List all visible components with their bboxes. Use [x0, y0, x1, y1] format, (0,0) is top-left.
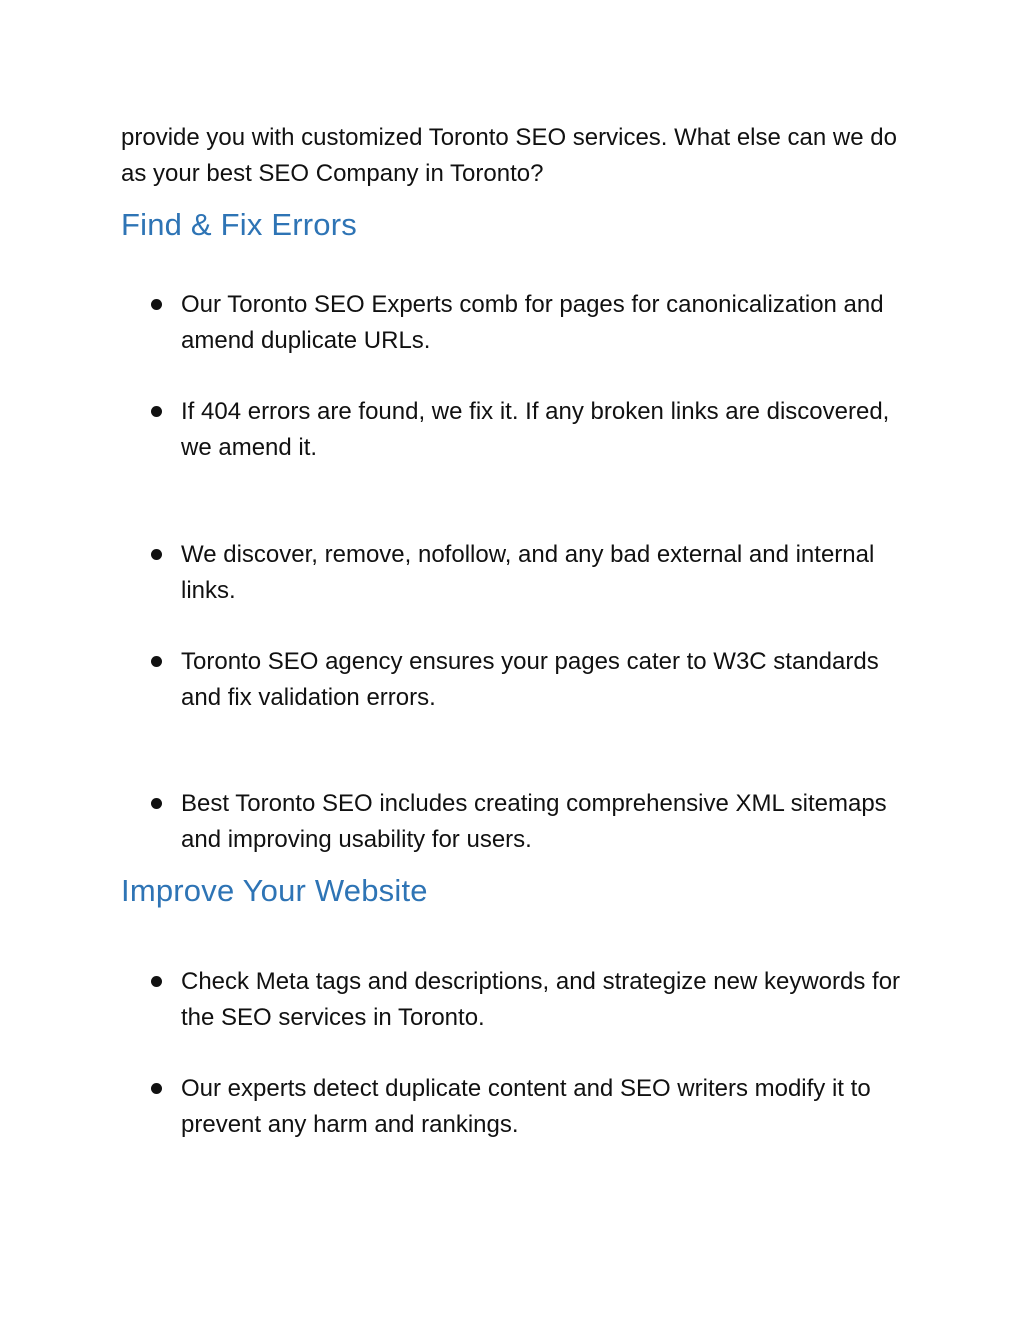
list-item-text: Best Toronto SEO includes creating comprehensive XML sitemaps and improving usability for users. [181, 790, 887, 853]
list-item [181, 287, 916, 358]
list-item-text: Our experts detect duplicate content and SEO writers modify it to prevent any harm and rankings. [181, 1075, 871, 1138]
list-item [181, 644, 916, 715]
bullet-icon [151, 299, 162, 310]
list-item [181, 537, 916, 608]
intro-paragraph: provide you with customized Toronto SEO services. What else can we do as your best SEO Company in Toronto? [121, 124, 897, 187]
bullet-icon [151, 976, 162, 987]
list-item-text: We discover, remove, nofollow, and any bad external and internal links. [181, 541, 875, 604]
list-item [181, 1071, 916, 1142]
bullet-icon [151, 406, 162, 417]
bullet-icon [151, 798, 162, 809]
list-item-text: Our Toronto SEO Experts comb for pages for canonicalization and amend duplicate URLs. [181, 291, 884, 354]
bullet-icon [151, 549, 162, 560]
section-heading-improve-your-website: Improve Your Website [121, 873, 428, 908]
list-item [181, 964, 916, 1035]
list-item-text: Check Meta tags and descriptions, and strategize new keywords for the SEO services in Toronto. [181, 968, 901, 1031]
bullet-icon [151, 656, 162, 667]
list-item-text: Toronto SEO agency ensures your pages cater to W3C standards and fix validation errors. [181, 648, 879, 711]
bullet-icon [151, 1083, 162, 1094]
section-heading-find-fix-errors: Find & Fix Errors [121, 207, 357, 242]
list-item [181, 394, 916, 465]
list-item-text: If 404 errors are found, we fix it. If any broken links are discovered, we amend it. [181, 398, 890, 461]
list-item [181, 786, 916, 857]
